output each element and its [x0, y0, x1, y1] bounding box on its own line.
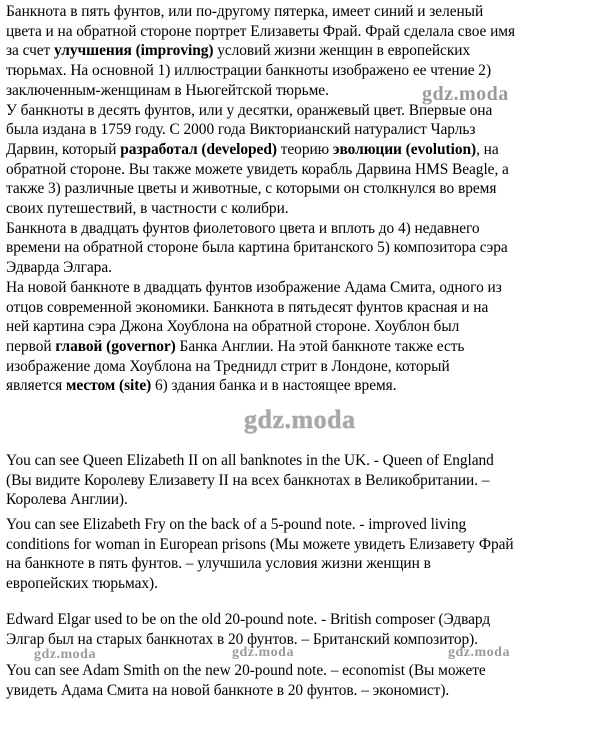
answer-paragraph — [6, 451, 600, 510]
text-line: тюрьмах. На основной 1) иллюстрации банкноты изображено ее чтение 2) — [6, 62, 492, 80]
answer-paragraph — [6, 515, 600, 594]
text-line: Банкнота в двадцать фунтов фиолетового цвета и вплоть до 4) недавнего — [6, 219, 480, 237]
text-line: Дарвин, который разработал (developed) теорию эволюции (evolution), на — [6, 140, 499, 158]
bold-term: главой (governor) — [55, 337, 176, 355]
bold-term: разработал (developed) — [120, 140, 277, 158]
text-line: обратной стороне. Вы также можете увидеть корабль Дарвина HMS Beagle, а — [6, 160, 509, 178]
text-line: Эдварда Элгара. — [6, 259, 112, 277]
text-line: You can see Elizabeth Fry on the back of a 5-pound note. - improved living — [6, 516, 467, 533]
text-line: conditions for woman in European prisons (Мы можете увидеть Елизавету Фрай — [6, 535, 514, 553]
text-line: ней картина сэра Джона Хоублона на обратной стороне. Хоублон был — [6, 318, 460, 336]
answer-paragraph — [6, 661, 600, 700]
watermark: gdz.moda — [244, 405, 356, 434]
text-line: Элгар был на старых банкнотах в 20 фунтов. – Британский композитор). — [6, 630, 479, 648]
watermark: gdz.moda — [34, 647, 96, 662]
text-line: увидеть Адама Смита на новой банкноте в 20 фунтов. – экономист). — [6, 681, 450, 699]
text-line: своих путешествий, в частности с колибри. — [6, 200, 289, 218]
text-line: также 3) различные цветы и животные, с которыми он столкнулся во время — [6, 180, 497, 198]
text-line: Королева Англии). — [6, 491, 128, 509]
text-line: Банкнота в пять фунтов, или по-другому пятерка, имеет синий и зеленый — [6, 3, 484, 20]
text-line: заключенным-женщинам в Ньюгейтской тюрьме. — [6, 81, 329, 99]
text-line: цвета и на обратной стороне портрет Елизаветы Фрай. Фрай сделала свое имя — [6, 22, 516, 40]
text-line: на банкноте в пять фунтов. – улучшила условия жизни женщин в — [6, 555, 431, 573]
watermark: gdz.moda — [232, 645, 294, 660]
text-line: была издана в 1759 году. С 2000 года Викторианский натуралист Чарльз — [6, 121, 476, 139]
text-line: за счет улучшения (improving) условий жизни женщин в европейских — [6, 42, 471, 60]
bold-term: улучшения (improving) — [54, 42, 214, 60]
text-line: первой главой (governor) Банка Англии. На этой банкноте также есть — [6, 337, 465, 355]
text-line: (Вы видите Королеву Елизавету II на всех банкнотах в Великобритании. – — [6, 471, 490, 489]
text-line: европейских тюрьмах). — [6, 575, 158, 593]
bold-term: эволюции (evolution) — [332, 140, 477, 158]
text-line: У банкноты в десять фунтов, или у десятки, оранжевый цвет. Впервые она — [6, 101, 493, 119]
text-line: Edward Elgar used to be on the old 20-pound note. - British composer (Эдвард — [6, 611, 491, 628]
text-line: отцов современной экономики. Банкнота в пятьдесят фунтов красная и на — [6, 298, 489, 316]
watermark: gdz.moda — [448, 645, 510, 660]
text-line: На новой банкноте в двадцать фунтов изображение Адама Смита, одного из — [6, 278, 502, 296]
russian-text — [6, 2, 600, 396]
watermark: gdz.moda — [422, 83, 509, 105]
text-line: является местом (site) 6) здания банка и в настоящее время. — [6, 377, 397, 395]
text-line: You can see Queen Elizabeth II on all banknotes in the UK. - Queen of England — [6, 452, 494, 469]
bold-term: местом (site) — [65, 377, 152, 395]
text-line: изображение дома Хоублона на Треднидл стрит в Лондоне, который — [6, 357, 450, 375]
text-line: You can see Adam Smith on the new 20-pound note. – economist (Вы можете — [6, 662, 486, 679]
text-line: времени на обратной стороне была картина британского 5) композитора сэра — [6, 239, 508, 257]
answer-paragraph — [6, 610, 600, 649]
